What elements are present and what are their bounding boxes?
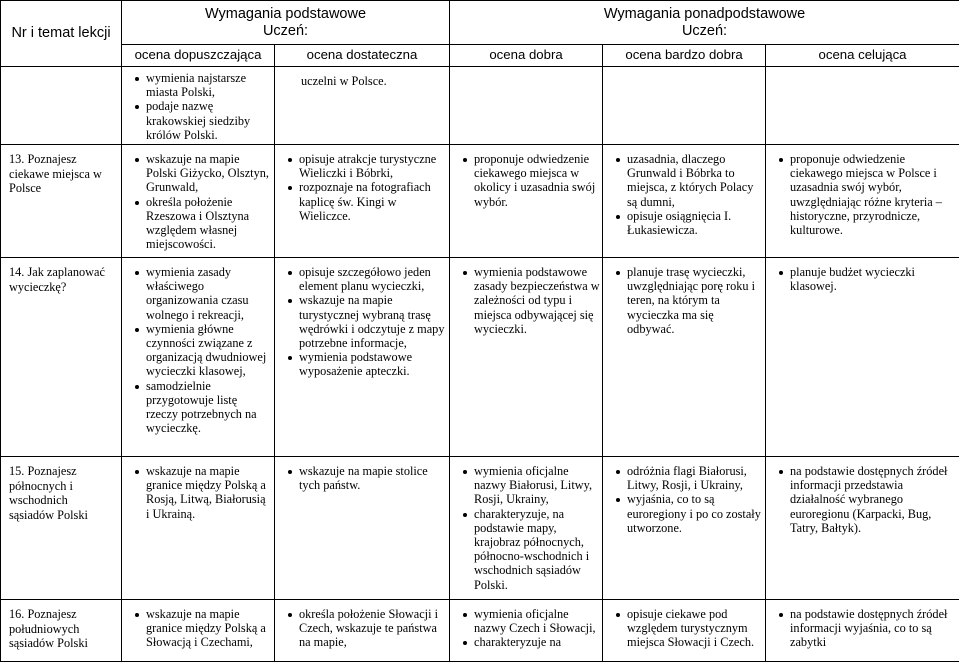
req-cell (275, 258, 450, 457)
table-row (1, 457, 959, 600)
list-item: wskazuje na mapie granice między Polską a Rosją, Litwą, Białorusią i Ukrainą. (122, 464, 272, 521)
header-basic-sub: Uczeń: (263, 23, 308, 39)
grade-3: ocena dobra (450, 45, 603, 67)
grade-5: ocena celująca (766, 45, 959, 67)
req-cell (450, 457, 603, 600)
req-cell (766, 258, 959, 457)
topic-cell: 16. Poznajesz południowych sąsiadów Polski (1, 600, 122, 662)
list-item: charakteryzuje na (450, 635, 600, 649)
req-cell (122, 600, 275, 662)
list-item: odróżnia flagi Białorusi, Litwy, Rosji, i Ukrainy, (603, 464, 763, 492)
topic-cell (1, 67, 122, 145)
list-item: wymienia oficjalne nazwy Białorusi, Litwy, Rosji, Ukrainy, (450, 464, 600, 507)
list-item: samodzielnie przygotowuje listę rzeczy potrzebnych na wycieczkę. (122, 379, 272, 436)
list-item: proponuje odwiedzenie ciekawego miejsca w Polsce i uzasadnia swój wybór, uwzględniając różne kryteria – historyczne, przyrodnicze, kulturowe. (766, 152, 957, 237)
list-item: proponuje odwiedzenie ciekawego miejsca w okolicy i uzasadnia swój wybór. (450, 152, 600, 209)
topic-cell: 15. Poznajesz północnych i wschodnich sąsiadów Polski (1, 457, 122, 600)
header-basic-title: Wymagania podstawowe (205, 6, 366, 22)
list-item: na podstawie dostępnych źródeł informacji przedstawia działalność wybranego euroregionu (Karpacki, Bug, Tatry, Bałtyk). (766, 464, 957, 535)
req-cell (275, 457, 450, 600)
topic-cell: 13. Poznajesz ciekawe miejsca w Polsce (1, 145, 122, 258)
header-advanced-sub: Uczeń: (682, 23, 727, 39)
req-cell (603, 600, 766, 662)
list-item: wymienia główne czynności związane z organizacją dwudniowej wycieczki klasowej, (122, 322, 272, 379)
list-item: wymienia podstawowe zasady bezpieczeństwa w zależności od typu i miejsca odbywającej się wycieczki. (450, 265, 600, 336)
grade-4: ocena bardzo dobra (603, 45, 766, 67)
req-cell (450, 258, 603, 457)
list-item: wskazuje na mapie turystycznej wybraną trasę wędrówki i odczytuje z mapy potrzebne informacje, (275, 293, 447, 350)
req-cell (122, 258, 275, 457)
grade-1: ocena dopuszczająca (122, 45, 275, 67)
req-cell (603, 145, 766, 258)
list-item: wskazuje na mapie Polski Giżycko, Olsztyn, Grunwald, (122, 152, 272, 195)
list-item: opisuje ciekawe pod względem turystycznym miejsca Słowacji i Czech. (603, 607, 763, 650)
list-item: wymienia oficjalne nazwy Czech i Słowacji, (450, 607, 600, 635)
list-item: określa położenie Rzeszowa i Olsztyna względem własnej miejscowości. (122, 195, 272, 252)
req-cell (603, 457, 766, 600)
req-cell (766, 600, 959, 662)
list-item: na podstawie dostępnych źródeł informacji wyjaśnia, co to są zabytki (766, 607, 957, 650)
req-cell (122, 67, 275, 145)
continued-text: uczelni w Polsce. (275, 67, 449, 90)
topic-cell: 14. Jak zaplanować wycieczkę? (1, 258, 122, 457)
list-item: planuje trasę wycieczki, uwzględniając porę roku i teren, na którym ta wycieczka ma się odbywać. (603, 265, 763, 336)
req-cell (450, 600, 603, 662)
table-row (1, 600, 959, 662)
table-row (1, 258, 959, 457)
header-advanced-title: Wymagania ponadpodstawowe (604, 6, 805, 22)
req-cell (766, 145, 959, 258)
header-topic: Nr i temat lekcji (1, 1, 122, 67)
list-item: wyjaśnia, co to są euroregiony i po co zostały utworzone. (603, 492, 763, 535)
header-advanced (450, 1, 959, 45)
list-item: wskazuje na mapie granice między Polską a Słowacją i Czechami, (122, 607, 272, 650)
list-item: wymienia najstarsze miasta Polski, (122, 71, 272, 99)
req-cell (603, 258, 766, 457)
list-item: określa położenie Słowacji i Czech, wskazuje te państwa na mapie, (275, 607, 447, 650)
req-cell (275, 145, 450, 258)
list-item: opisuje osiągnięcia I. Łukasiewicza. (603, 209, 763, 237)
req-cell (450, 145, 603, 258)
header-basic (122, 1, 450, 45)
req-cell (275, 67, 450, 145)
list-item: opisuje atrakcje turystyczne Wieliczki i Bóbrki, (275, 152, 447, 180)
req-cell (603, 67, 766, 145)
req-cell (766, 67, 959, 145)
list-item: wymienia podstawowe wyposażenie apteczki. (275, 350, 447, 378)
req-cell (275, 600, 450, 662)
table-row (1, 145, 959, 258)
grade-2: ocena dostateczna (275, 45, 450, 67)
list-item: opisuje szczegółowo jeden element planu wycieczki, (275, 265, 447, 293)
list-item: podaje nazwę krakowskiej siedziby królów Polski. (122, 99, 272, 142)
list-item: wymienia zasady właściwego organizowania czasu wolnego i rekreacji, (122, 265, 272, 322)
list-item: uzasadnia, dlaczego Grunwald i Bóbrka to miejsca, z których Polacy są dumni, (603, 152, 763, 209)
req-cell (122, 145, 275, 258)
list-item: wskazuje na mapie stolice tych państw. (275, 464, 447, 492)
list-item: rozpoznaje na fotografiach kaplicę św. Kingi w Wieliczce. (275, 180, 447, 223)
req-cell (766, 457, 959, 600)
table-row (1, 67, 959, 145)
req-cell (450, 67, 603, 145)
list-item: planuje budżet wycieczki klasowej. (766, 265, 957, 293)
list-item: charakteryzuje, na podstawie mapy, krajobraz północnych, północno-wschodnich i wschodnich sąsiadów Polski. (450, 507, 600, 592)
req-cell (122, 457, 275, 600)
